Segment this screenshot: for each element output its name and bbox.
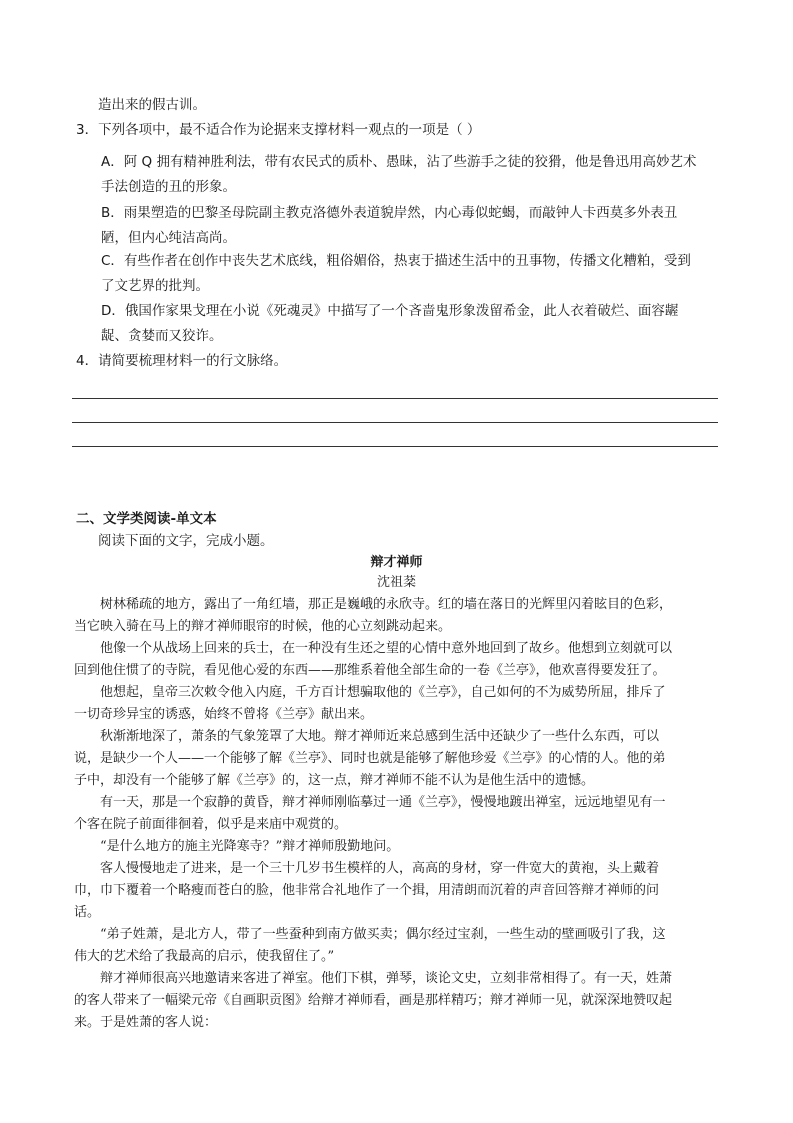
answer-line [72, 398, 718, 399]
passage-line: 当它映入骑在马上的辩才禅师眼帘的时候，他的心立刻跳动起来。 [74, 619, 452, 634]
passage-line: 说，是缺少一个人——一个能够了解《兰亭》、同时也就是能够了解他珍爱《兰亭》的心情的人。他的弟 [74, 751, 666, 766]
question-3-stem: 3．下列各项中，最不适合作为论据来支撑材料一观点的一项是（ ） [76, 122, 481, 138]
question-2-continuation: 造出来的假古训。 [98, 97, 206, 113]
passage-line: 回到他住惯了的寺院，看见他心爱的东西——那维系着他全部生命的一卷《兰亭》，他欢喜得要发狂了。 [74, 663, 666, 678]
option-b-line-2: 陋，但内心纯洁高尚。 [101, 230, 236, 246]
passage-line: 子中，却没有一个能够了解《兰亭》的，这一点，辩才禅师不能不认为是他生活中的遗憾。 [74, 773, 595, 788]
option-a-line-1: A．阿 Q 拥有精神胜利法，带有农民式的质朴、愚昧，沾了些游手之徒的狡猾，他是鲁迅用高妙艺术 [101, 154, 697, 170]
passage-line: 话。 [74, 905, 101, 920]
passage-title: 辩才禅师 [370, 555, 423, 570]
passage-line: “是什么地方的施主光降寒寺？”辩才禅师殷勤地问。 [100, 839, 400, 854]
passage-line: “弟子姓萧，是北方人，带了一些蚕种到南方做买卖；偶尔经过宝刹，一些生动的壁画吸引了我，这 [100, 927, 666, 942]
option-b-line-1: B．雨果塑造的巴黎圣母院副主教克洛德外表道貌岸然，内心毒似蛇蝎，而敲钟人卡西莫多外表丑 [101, 205, 678, 221]
passage-line: 的客人带来了一幅梁元帝《自画职贡图》给辩才禅师看，画是那样精巧；辩才禅师一见，就深深地赞叹起 [74, 993, 673, 1008]
passage-line: 巾，巾下覆着一个略瘦而苍白的脸，他非常合礼地作了一个揖，用清朗而沉着的声音回答辩才禅师的问 [74, 883, 660, 898]
passage-line: 伟大的艺术给了我最高的启示，使我留住了。” [74, 949, 335, 964]
section-instruction: 阅读下面的文字，完成小题。 [98, 533, 274, 549]
answer-line [72, 422, 718, 423]
passage-author: 沈祖棻 [376, 575, 416, 590]
option-c-line-2: 了文艺界的批判。 [101, 278, 209, 294]
answer-line [72, 446, 718, 447]
passage-line: 树林稀疏的地方，露出了一角红墙，那正是巍峨的永欣寺。红的墙在落日的光辉里闪着眩目的色彩， [100, 597, 673, 612]
passage-line: 他像一个从战场上回来的兵士，在一种没有生还之望的心情中意外地回到了故乡。他想到立刻就可以 [100, 641, 673, 656]
section-heading: 二、文学类阅读-单文本 [76, 511, 217, 527]
passage-line: 个客在院子前面徘徊着，似乎是来庙中观赏的。 [74, 817, 348, 832]
passage-line: 来。于是姓萧的客人说： [74, 1015, 218, 1030]
passage-line: 秋渐渐地深了，萧条的气象笼罩了大地。辩才禅师近来总感到生活中还缺少了一些什么东西，可以 [100, 729, 660, 744]
passage-line: 一切奇珍异宝的诱惑，始终不曾将《兰亭》献出来。 [74, 707, 374, 722]
passage-line: 有一天，那是一个寂静的黄昏，辩才禅师刚临摹过一通《兰亭》，慢慢地踱出禅室，远远地望见有一 [100, 795, 666, 810]
option-d-line-2: 龊、贪婪而又狡诈。 [101, 328, 223, 344]
option-c-line-1: C．有些作者在创作中丧失艺术底线，粗俗媚俗，热衷于描述生活中的丑事物，传播文化糟粕，受到 [101, 253, 691, 269]
question-4-stem: 4．请简要梳理材料一的行文脉络。 [76, 353, 288, 369]
passage-line: 辩才禅师很高兴地邀请来客进了禅室。他们下棋，弹琴，谈论文史，立刻非常相得了。有一天，姓萧 [100, 971, 673, 986]
option-d-line-1: D．俄国作家果戈理在小说《死魂灵》中描写了一个吝啬鬼形象泼留希金，此人衣着破烂、面容龌 [101, 303, 679, 319]
option-a-line-2: 手法创造的丑的形象。 [101, 179, 236, 195]
passage-line: 客人慢慢地走了进来，是一个三十几岁书生模样的人，高高的身材，穿一件宽大的黄袍，头上戴着 [100, 861, 660, 876]
passage-line: 他想起，皇帝三次敕令他入内庭，千方百计想骗取他的《兰亭》，自己如何的不为威势所屈，排斥了 [100, 685, 666, 700]
